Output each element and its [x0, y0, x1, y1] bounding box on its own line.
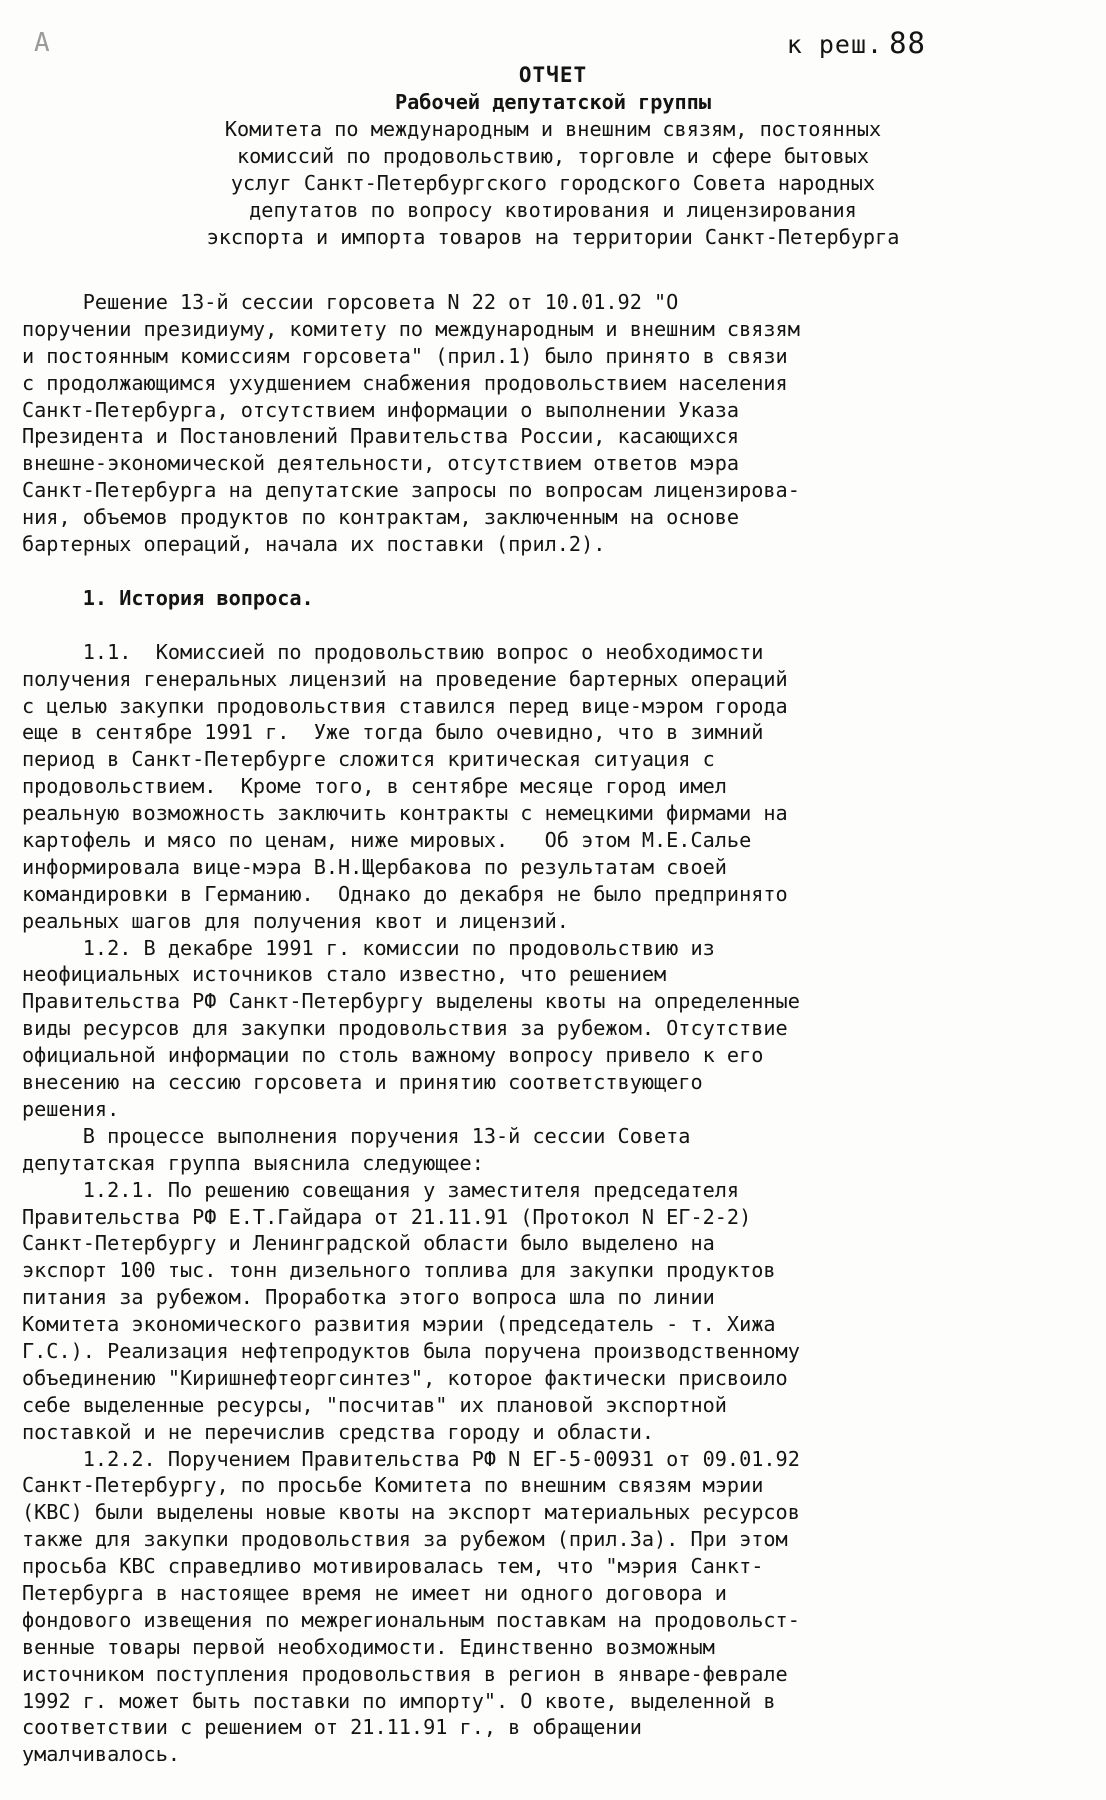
document-body [22, 289, 1102, 1768]
body-line: командировки в Германию. Однако до декабря не было предпринято [22, 881, 788, 906]
intro-line: бартерных операций, начала их поставки (прил.2). [22, 532, 606, 557]
body-line: решения. [22, 1096, 120, 1121]
document-title-block [0, 62, 1106, 251]
body-line: с целью закупки продовольствия ставился перед вице-мэром города [22, 693, 788, 718]
body-line: 1.2.2. Поручением Правительства РФ N ЕГ-5-00931 от 09.01.92 [22, 1446, 800, 1471]
intro-line: с продолжающимся ухудшением снабжения продовольствием населения [22, 370, 788, 395]
intro-line: внешне-экономической деятельности, отсутствием ответов мэра [22, 451, 740, 476]
body-line: поставкой и не перечислив средства городу и области. [22, 1419, 655, 1444]
body-line: также для закупки продовольствия за рубежом (прил.3а). При этом [22, 1527, 788, 1552]
body-line: Правительства РФ Санкт-Петербургу выделены квоты на определенные [22, 989, 800, 1014]
body-line: Санкт-Петербургу, по просьбе Комитета по внешним связям мэрии [22, 1473, 764, 1498]
title-line: услуг Санкт-Петербургского городского Совета народных [230, 171, 876, 195]
body-line: внесению на сессию горсовета и принятию соответствующего [22, 1070, 703, 1095]
title-line: комиссий по продовольствию, торговле и сфере бытовых [236, 144, 869, 168]
reference-label: к реш. [786, 30, 884, 59]
body-line: период в Санкт-Петербурге сложится критическая ситуация с [22, 747, 715, 772]
body-line: фондового извещения по межрегиональным поставкам на продовольст- [22, 1607, 800, 1632]
spacer [22, 558, 1102, 585]
body-line: 1.1. Комиссией по продовольствию вопрос о необходимости [22, 639, 764, 664]
document-title: ОТЧЕТ [518, 63, 588, 87]
body-line: 1.2.1. По решению совещания у заместителя председателя [22, 1177, 740, 1202]
body-line: 1992 г. может быть поставки по импорту". О квоте, выделенной в [22, 1688, 776, 1713]
body-line: информировала вице-мэра В.Н.Щербакова по результатам своей [22, 854, 727, 879]
body-line: В процессе выполнения поручения 13-й сессии Совета [22, 1123, 691, 1148]
body-line: картофель и мясо по ценам, ниже мировых. Об этом М.Е.Салье [22, 828, 752, 853]
stamp-mark: А [34, 28, 54, 58]
reference-number: 88 [889, 26, 926, 60]
intro-line: Решение 13-й сессии горсовета N 22 от 10.01.92 "О [22, 290, 679, 314]
body-line: реальных шагов для получения квот и лицензий. [22, 908, 569, 933]
body-line: себе выделенные ресурсы, "посчитав" их плановой экспортной [22, 1392, 727, 1417]
intro-line: и постоянным комиссиям горсовета" (прил.1) было принято в связи [22, 343, 788, 368]
section-heading: 1. История вопроса. [22, 585, 314, 610]
body-line: объединению "Киришнефтеоргсинтез", которое фактически присвоило [22, 1365, 788, 1390]
body-line: еще в сентябре 1991 г. Уже тогда было очевидно, что в зимний [22, 720, 764, 745]
body-line: венные товары первой необходимости. Единственно возможным [22, 1634, 715, 1659]
body-line: просьба КВС справедливо мотивировалась тем, что "мэрия Санкт- [22, 1554, 764, 1579]
intro-line: Президента и Постановлений Правительства России, касающихся [22, 424, 740, 449]
intro-line: Санкт-Петербурга на депутатские запросы по вопросам лицензирова- [22, 478, 800, 503]
title-line: депутатов по вопросу квотирования и лицензирования [249, 198, 857, 222]
body-line: реальную возможность заключить контракты с немецкими фирмами на [22, 801, 788, 826]
body-line: неофициальных источников стало известно, что решением [22, 962, 667, 987]
body-line: умалчивалось. [22, 1742, 181, 1767]
body-line: депутатская группа выяснила следующее: [22, 1150, 484, 1175]
body-line: продовольствием. Кроме того, в сентябре месяце город имел [22, 774, 727, 799]
body-line: Г.С.). Реализация нефтепродуктов была поручена производственному [22, 1338, 800, 1363]
body-line: Комитета экономического развития мэрии (председатель - т. Хижа [22, 1312, 776, 1337]
intro-line: Санкт-Петербурга, отсутствием информации о выполнении Указа [22, 397, 740, 422]
title-line: Комитета по международным и внешним связям, постоянных [224, 117, 882, 141]
body-line: виды ресурсов для закупки продовольствия за рубежом. Отсутствие [22, 1016, 788, 1041]
body-line: Санкт-Петербургу и Ленинградской области было выделено на [22, 1231, 715, 1256]
decision-reference [787, 26, 926, 60]
body-line: Петербурга в настоящее время не имеет ни одного договора и [22, 1580, 727, 1605]
spacer [22, 612, 1102, 639]
body-line: получения генеральных лицензий на проведение бартерных операций [22, 666, 788, 691]
intro-line: ния, объемов продуктов по контрактам, заключенным на основе [22, 505, 740, 530]
intro-line: поручении президиуму, комитету по международным и внешним связям [22, 316, 800, 341]
body-line: экспорт 100 тыс. тонн дизельного топлива для закупки продуктов [22, 1258, 776, 1283]
body-line: 1.2. В декабре 1991 г. комиссии по продовольствию из [22, 935, 715, 960]
body-line: официальной информации по столь важному вопросу привело к его [22, 1043, 764, 1068]
body-line: (КВС) были выделены новые квоты на экспорт материальных ресурсов [22, 1500, 800, 1525]
title-line: экспорта и импорта товаров на территории Санкт-Петербурга [206, 225, 900, 249]
body-line: питания за рубежом. Проработка этого вопроса шла по линии [22, 1285, 715, 1310]
body-line: Правительства РФ Е.Т.Гайдара от 21.11.91 (Протокол N ЕГ-2-2) [22, 1204, 752, 1229]
body-line: источником поступления продовольствия в регион в январе-феврале [22, 1661, 788, 1686]
body-line: соответствии с решением от 21.11.91 г., в обращении [22, 1715, 642, 1740]
document-subtitle: Рабочей депутатской группы [394, 90, 711, 114]
